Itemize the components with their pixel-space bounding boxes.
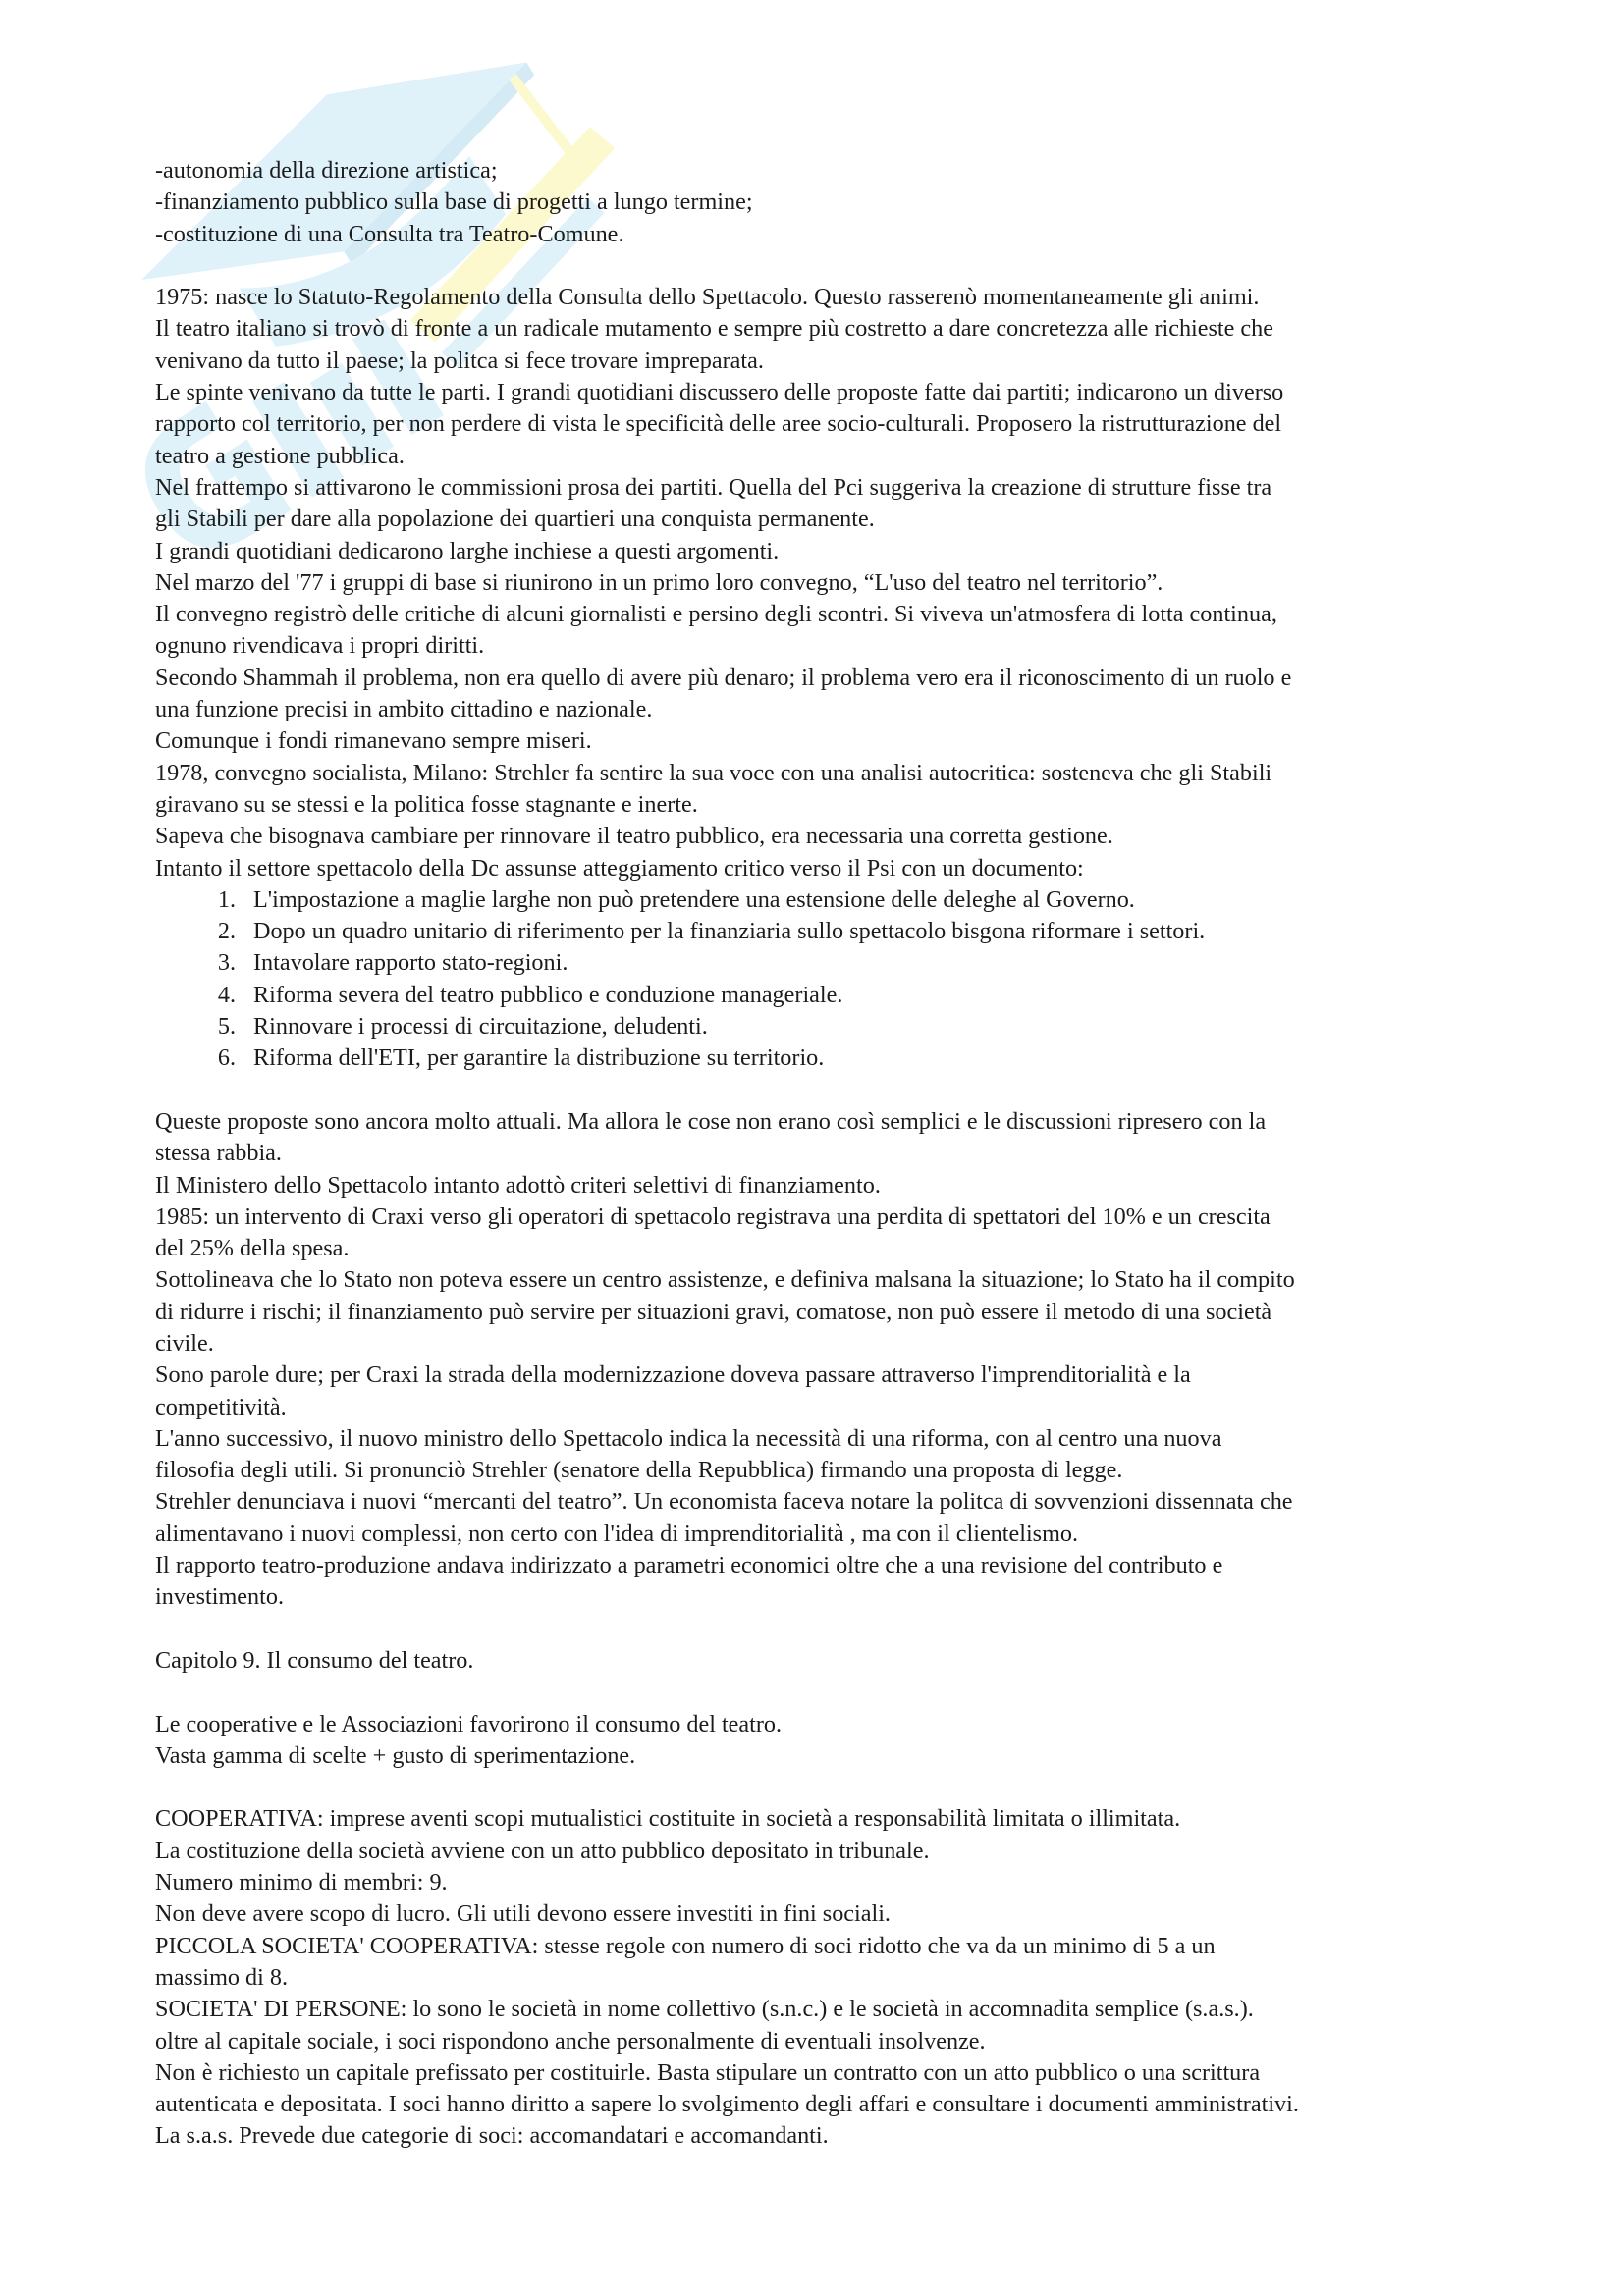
craxi-section bbox=[155, 1106, 1490, 1614]
text-line: 1978, convegno socialista, Milano: Strehler fa sentire la sua voce con una analisi autocritica: sosteneva che gli Stabili bbox=[155, 759, 1272, 786]
text-line: Sono parole dure; per Craxi la strada della modernizzazione doveva passare attraverso l'imprenditorialità e la bbox=[155, 1362, 1191, 1389]
list-text: Riforma severa del teatro pubblico e conduzione manageriale. bbox=[253, 981, 843, 1008]
chapter-title: Capitolo 9. Il consumo del teatro. bbox=[155, 1646, 474, 1674]
text-line: giravano su se stessi e la politica fosse stagnante e inerte. bbox=[155, 790, 698, 818]
text-line: oltre al capitale sociale, i soci rispondono anche personalmente di eventuali insolvenze. bbox=[155, 2027, 986, 2055]
list-item bbox=[155, 884, 1490, 916]
blank-line bbox=[155, 1772, 1490, 1803]
text-line: L'anno successivo, il nuovo ministro dello Spettacolo indica la necessità di una riforma, con al centro una nuova bbox=[155, 1424, 1222, 1452]
text-line: del 25% della spesa. bbox=[155, 1235, 350, 1262]
consumo-intro-section bbox=[155, 1709, 1490, 1773]
text-line: alimentavano i nuovi complessi, non certo con l'idea di imprenditorialità , ma con il clientelismo. bbox=[155, 1520, 1079, 1547]
text-line: Queste proposte sono ancora molto attuali. Ma allora le cose non erano così semplici e le discussioni ripresero con la bbox=[155, 1107, 1267, 1135]
text-line: rapporto col territorio, per non perdere di vista le specificità delle aree socio-culturali. Proposero la ristrutturazione del bbox=[155, 410, 1282, 438]
text-line: Non deve avere scopo di lucro. Gli utili devono essere investiti in fini sociali. bbox=[155, 1900, 891, 1928]
list-item bbox=[155, 1011, 1490, 1042]
text-line: Vasta gamma di scelte + gusto di sperimentazione. bbox=[155, 1741, 636, 1769]
text-line: La costituzione della società avviene con un atto pubblico depositato in tribunale. bbox=[155, 1837, 930, 1864]
text-line: Il rapporto teatro-produzione andava indirizzato a parametri economici oltre che a una revisione del contributo e bbox=[155, 1552, 1223, 1579]
text-line: di ridurre i rischi; il finanziamento può servire per situazioni gravi, comatose, non può essere il metodo di una società bbox=[155, 1298, 1272, 1325]
list-item bbox=[155, 980, 1490, 1011]
list-text: Riforma dell'ETI, per garantire la distribuzione su territorio. bbox=[253, 1044, 825, 1072]
intro-section bbox=[155, 155, 1490, 250]
list-number: 2. bbox=[217, 918, 236, 945]
text-line: teatro a gestione pubblica. bbox=[155, 442, 405, 469]
list-item bbox=[155, 916, 1490, 947]
text-line: Nel frattempo si attivarono le commissioni prosa dei partiti. Quella del Pci suggeriva la creazione di strutture fisse tra bbox=[155, 473, 1272, 501]
numbered-list bbox=[155, 884, 1490, 1075]
text-line: Sapeva che bisognava cambiare per rinnovare il teatro pubblico, era necessaria una corretta gestione. bbox=[155, 823, 1113, 850]
blank-line bbox=[155, 1614, 1490, 1645]
text-line: Il convegno registrò delle critiche di alcuni giornalisti e persino degli scontri. Si viveva un'atmosfera di lotta continua, bbox=[155, 601, 1277, 628]
text-line: Le cooperative e le Associazioni favorirono il consumo del teatro. bbox=[155, 1710, 783, 1737]
text-line: una funzione precisi in ambito cittadino e nazionale. bbox=[155, 696, 653, 723]
intro-line: -finanziamento pubblico sulla base di progetti a lungo termine; bbox=[155, 188, 753, 216]
blank-line bbox=[155, 1677, 1490, 1708]
intro-line: -costituzione di una Consulta tra Teatro-Comune. bbox=[155, 220, 624, 247]
text-line: autenticata e depositata. I soci hanno diritto a sapere lo svolgimento degli affari e consultare i documenti amministrativi. bbox=[155, 2091, 1299, 2118]
text-line: Nel marzo del '77 i gruppi di base si riunirono in un primo loro convegno, “L'uso del teatro nel territorio”. bbox=[155, 568, 1163, 596]
list-text: L'impostazione a maglie larghe non può pretendere una estensione delle deleghe al Governo. bbox=[253, 885, 1135, 913]
text-line: Le spinte venivano da tutte le parti. I grandi quotidiani discussero delle proposte fatte dai partiti; indicarono un diverso bbox=[155, 379, 1284, 406]
societa-section bbox=[155, 1803, 1490, 2152]
text-line: Non è richiesto un capitale prefissato per costituirle. Basta stipulare un contratto con un atto pubblico o una scrittura bbox=[155, 2058, 1261, 2086]
list-text: Dopo un quadro unitario di riferimento per la finanziaria sullo spettacolo bisgona riformare i settori. bbox=[253, 918, 1206, 945]
text-line: Intanto il settore spettacolo della Dc assunse atteggiamento critico verso il Psi con un documento: bbox=[155, 854, 1084, 881]
text-line: stessa rabbia. bbox=[155, 1140, 282, 1167]
list-number: 5. bbox=[217, 1013, 236, 1041]
text-line: competitività. bbox=[155, 1393, 287, 1420]
list-item bbox=[155, 947, 1490, 979]
list-text: Intavolare rapporto stato-regioni. bbox=[253, 949, 568, 977]
text-line: civile. bbox=[155, 1329, 214, 1357]
list-item bbox=[155, 1042, 1490, 1074]
history-section bbox=[155, 282, 1490, 884]
text-line: investimento. bbox=[155, 1583, 284, 1611]
text-line: Strehler denunciava i nuovi “mercanti del teatro”. Un economista faceva notare la politca di sovvenzioni dissennata che bbox=[155, 1488, 1293, 1516]
text-line: 1985: un intervento di Craxi verso gli operatori di spettacolo registrava una perdita di spettatori del 10% e un crescita bbox=[155, 1202, 1271, 1230]
text-line: Sottolineava che lo Stato non poteva essere un centro assistenze, e definiva malsana la situazione; lo Stato ha il compito bbox=[155, 1266, 1295, 1294]
text-line: Secondo Shammah il problema, non era quello di avere più denaro; il problema vero era il riconoscimento di un ruolo e bbox=[155, 664, 1292, 691]
intro-line: -autonomia della direzione artistica; bbox=[155, 157, 498, 184]
text-line: COOPERATIVA: imprese aventi scopi mutualistici costituite in società a responsabilità limitata o illimitata. bbox=[155, 1805, 1181, 1833]
text-line: ognuno rivendicava i propri diritti. bbox=[155, 632, 485, 660]
list-number: 4. bbox=[217, 981, 236, 1008]
text-line: Il teatro italiano si trovò di fronte a un radicale mutamento e sempre più costretto a dare concretezza alle richieste che bbox=[155, 315, 1273, 343]
blank-line bbox=[155, 250, 1490, 282]
document-page bbox=[155, 155, 1490, 2153]
text-line: filosofia degli utili. Si pronunciò Strehler (senatore della Repubblica) firmando una proposta di legge. bbox=[155, 1457, 1123, 1484]
text-line: venivano da tutto il paese; la politca si fece trovare impreparata. bbox=[155, 347, 764, 374]
list-number: 1. bbox=[217, 885, 236, 913]
text-line: massimo di 8. bbox=[155, 1963, 289, 1991]
text-line: PICCOLA SOCIETA' COOPERATIVA: stesse regole con numero di soci ridotto che va da un minimo di 5 a un bbox=[155, 1932, 1216, 1959]
text-line: 1975: nasce lo Statuto-Regolamento della Consulta dello Spettacolo. Questo rasserenò momentaneamente gli animi. bbox=[155, 284, 1260, 311]
list-number: 6. bbox=[217, 1044, 236, 1072]
text-line: SOCIETA' DI PERSONE: lo sono le società in nome collettivo (s.n.c.) e le società in accomnadita semplice (s.a.s.). bbox=[155, 1996, 1254, 2023]
text-line: Comunque i fondi rimanevano sempre miseri. bbox=[155, 727, 592, 755]
blank-line bbox=[155, 1075, 1490, 1106]
text-line: La s.a.s. Prevede due categorie di soci: accomandatari e accomandanti. bbox=[155, 2122, 829, 2150]
text-line: I grandi quotidiani dedicarono larghe inchiese a questi argomenti. bbox=[155, 537, 780, 564]
list-number: 3. bbox=[217, 949, 236, 977]
list-text: Rinnovare i processi di circuitazione, deludenti. bbox=[253, 1013, 708, 1041]
text-line: Numero minimo di membri: 9. bbox=[155, 1869, 448, 1896]
text-line: Il Ministero dello Spettacolo intanto adottò criteri selettivi di finanziamento. bbox=[155, 1171, 881, 1199]
text-line: gli Stabili per dare alla popolazione dei quartieri una conquista permanente. bbox=[155, 506, 875, 533]
